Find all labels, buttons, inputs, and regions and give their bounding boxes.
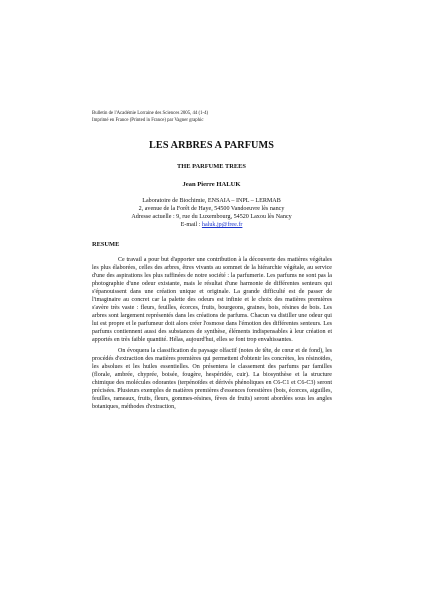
paper-title: LES ARBRES A PARFUMS (149, 140, 274, 151)
email-link[interactable]: haluk.jp@free.fr (201, 222, 243, 229)
affiliation-email-line (0, 221, 423, 229)
journal-header (92, 111, 208, 124)
section-heading: RESUME (92, 241, 120, 248)
email-label: E-mail : (180, 222, 202, 229)
affiliation-lab: Laboratoire de Biochimie, ENSAIA – INPL – LERMAB (142, 198, 281, 204)
printer-line: Imprimé en France (Printed in France) par Vagner graphic (92, 117, 204, 123)
abstract-paragraph-1: Ce travail a pour but d'apporter une contribution à la découverte des matières végétales les plus élaborées, celles des arbres, êtres vivants au sommet de la hiérarchie végétale, au service d'une des aspirations les plus raffinées de notre société : la parfumerie. Les parfums ne sont pas la photographie d'une odeur existante, mais le résultat d'une harmonie de différentes senteurs qui s'épanouissent dans une création unique et originale. La grande difficulté est de passer de l'imaginaire au concret car la palette des odeurs est infinie et le choix des matières premières s'avère très vaste : fleurs, feuilles, écorces, fruits, bourgeons, graines, bois, résines de bois. Les arbres sont largement représentés dans les créations de parfums. Chacun va distiller une odeur qui lui est propre et le parfumeur doit alors créer l'osmose dans l'émotion des différentes senteurs. Les parfums contiennent aussi des substances de synthèse, éléments indispensables à leur création et apportés en très faible quantité. Hélas, aujourd'hui, elles se font trop envahissantes. (92, 257, 332, 344)
journal-citation: Bulletin de l'Académie Lorraine des Sciences 2005, 44 (1-4) (92, 111, 209, 116)
affiliation-address: 2, avenue de la Forêt de Haye, 54500 Vandoeuvre lès nancy (138, 206, 285, 213)
affiliation-block (0, 197, 423, 229)
paper-subtitle: THE PARFUME TREES (176, 163, 246, 170)
affiliation-current-address: Adresse actuelle : 9, rue du Luxembourg, 54520 Laxou lès Nancy (131, 214, 292, 221)
abstract-body (92, 256, 332, 411)
abstract-paragraph-2: On évoquera la classification du paysage olfactif (notes de tête, de cœur et de fond), les procédés d'extraction des matières premières qui permettent d'obtenir les concrètes, les résinoïdes, les absolues et les huiles essentielles. On présentera le classement des parfums par familles (florale, ambrée, chyprée, boisée, fougère, hespéridée, cuir). La biosynthèse et la structure chimique des molécules odorantes (terpénoïdes et dérivés phénoliques en C6-C1 et C6-C3) seront précisées. Plusieurs exemples de matières premières d'essences forestières (bois, écorces, aiguilles, feuilles, rameaux, fruits, fleurs, gommes-résines, fèves de fruits) seront abordées sous les angles botaniques, méthodes d'extraction, (92, 347, 332, 410)
author-name: Jean Pierre HALUK (182, 181, 241, 188)
